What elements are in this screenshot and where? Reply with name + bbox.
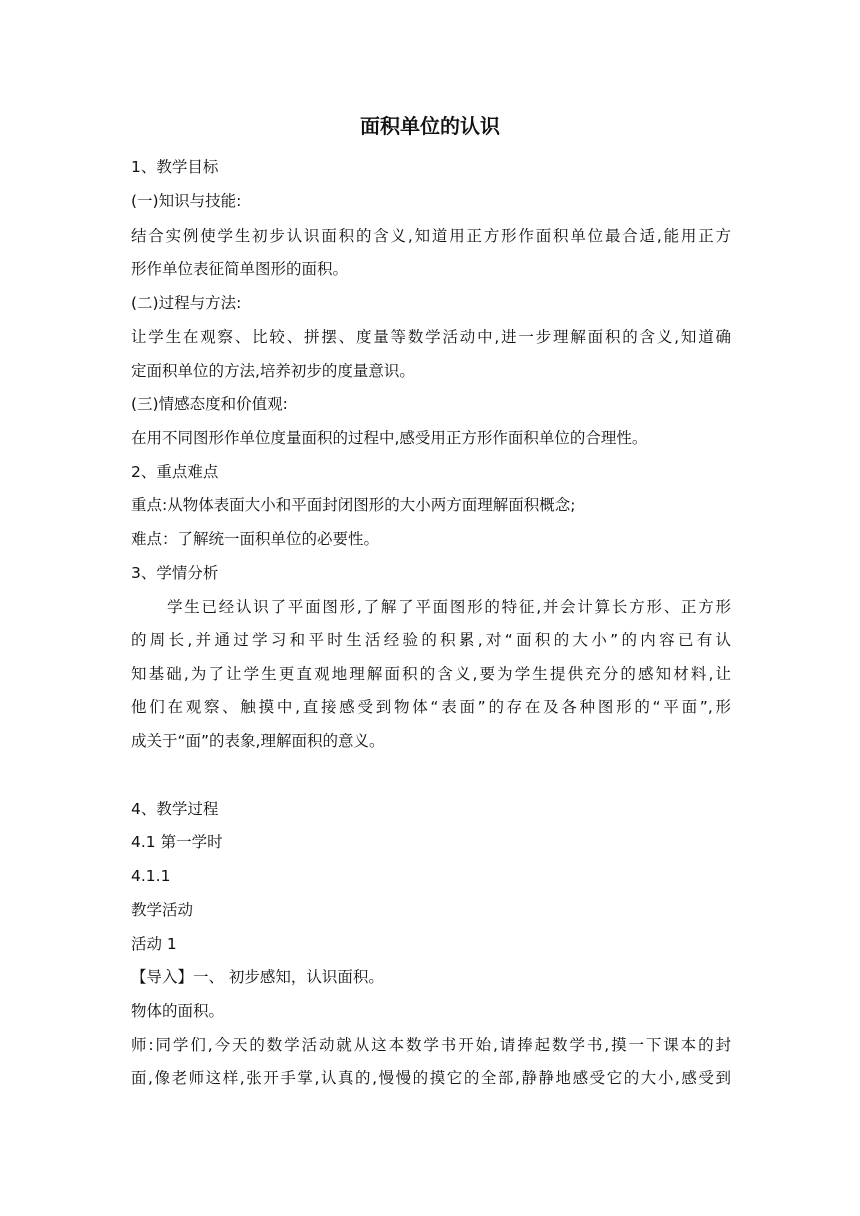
paragraph-line: 形作单位表征简单图形的面积。 [131,260,349,278]
section-heading-student-analysis: 3、学情分析 [131,564,219,582]
paragraph-line: 面,像老师这样,张开手掌,认真的,慢慢的摸它的全部,静静地感受它的大小,感受到 [131,1069,731,1087]
paragraph-line: 知基础,为了让学生更直观地理解面积的含义,要为学生提供充分的感知材料,让 [131,665,731,683]
paragraph-line: 让学生在观察、比较、拼摆、度量等数学活动中,进一步理解面积的含义,知道确 [131,328,731,346]
section-heading-key-points: 2、重点难点 [131,463,219,481]
paragraph-line: 定面积单位的方法,培养初步的度量意识。 [131,362,415,380]
subsection-knowledge-skills: (一)知识与技能: [131,192,242,210]
paragraph-line: 结合实例使学生初步认识面积的含义,知道用正方形作面积单位最合适,能用正方 [131,227,731,245]
subsection-first-lesson: 4.1 第一学时 [131,833,223,851]
paragraph-line: 重点:从物体表面大小和平面封闭图形的大小两方面理解面积概念; [131,496,576,514]
paragraph-line: 学生已经认识了平面图形,了解了平面图形的特征,并会计算长方形、正方形 [167,598,731,616]
activity-intro-line: 【导入】一、 初步感知，认识面积。 [131,968,384,986]
teaching-activity-heading: 教学活动 [131,901,194,919]
section-heading-objectives: 1、教学目标 [131,158,219,176]
paragraph-line: 物体的面积。 [131,1002,225,1020]
paragraph-line: 的周长,并通过学习和平时生活经验的积累,对“面积的大小”的内容已有认 [131,631,731,649]
activity-label: 活动 1 [131,935,177,953]
paragraph-line: 他们在观察、触摸中,直接感受到物体“表面”的存在及各种图形的“平面”,形 [131,698,731,716]
subsection-process-methods: (二)过程与方法: [131,294,242,312]
subsection-number: 4.1.1 [131,867,171,885]
paragraph-line: 在用不同图形作单位度量面积的过程中,感受用正方形作面积单位的合理性。 [131,429,648,447]
subsection-attitudes-values: (三)情感态度和价值观: [131,395,288,413]
paragraph-line: 成关于“面”的表象,理解面积的意义。 [131,732,385,750]
paragraph-line: 难点：了解统一面积单位的必要性。 [131,530,380,548]
document-title: 面积单位的认识 [360,114,500,138]
paragraph-line: 师:同学们,今天的数学活动就从这本数学书开始,请捧起数学书,摸一下课本的封 [131,1036,731,1054]
section-heading-teaching-process: 4、教学过程 [131,800,219,818]
